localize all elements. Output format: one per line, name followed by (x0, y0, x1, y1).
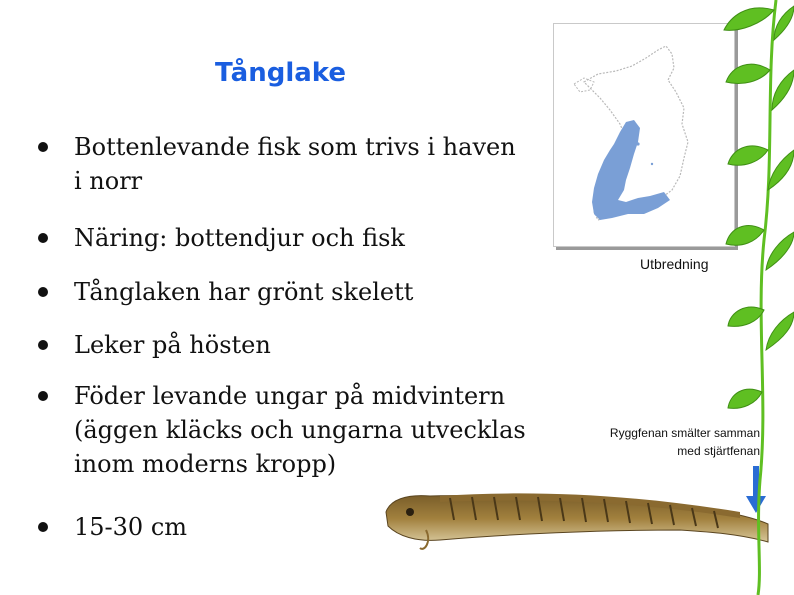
gulf-of-bothnia-water (592, 120, 670, 220)
finland-map (554, 24, 734, 246)
bullet-item (38, 379, 528, 481)
bullet-text: Föder levande ungar på midvintern (äggen kläcks och ungarna utvecklas inom moderns kropp) (74, 382, 526, 478)
bullet-dot (38, 340, 48, 350)
bullet-text: Leker på hösten (74, 331, 271, 359)
distribution-map (553, 23, 735, 247)
bullet-dot (38, 522, 48, 532)
bullet-dot (38, 233, 48, 243)
bullet-item (38, 275, 528, 309)
bullet-dot (38, 287, 48, 297)
fin-caption-line: Ryggfenan smälter samman (609, 426, 760, 440)
map-caption: Utbredning (640, 256, 709, 272)
bullet-item (38, 221, 528, 255)
bullet-dot (38, 142, 48, 152)
bullet-text: Bottenlevande fisk som trivs i haven i norr (74, 133, 516, 195)
fish-illustration (380, 480, 770, 560)
bullet-dot (38, 391, 48, 401)
bullet-item (38, 328, 528, 362)
leaf-vine (716, 0, 794, 595)
slide-title: Tånglake (215, 58, 347, 88)
bullet-text: Näring: bottendjur och fisk (74, 224, 405, 252)
bullet-item (38, 130, 528, 198)
bullet-text: Tånglaken har grönt skelett (74, 278, 414, 306)
bullet-text: 15-30 cm (74, 513, 188, 541)
fin-caption-line: med stjärtfenan (677, 444, 760, 458)
